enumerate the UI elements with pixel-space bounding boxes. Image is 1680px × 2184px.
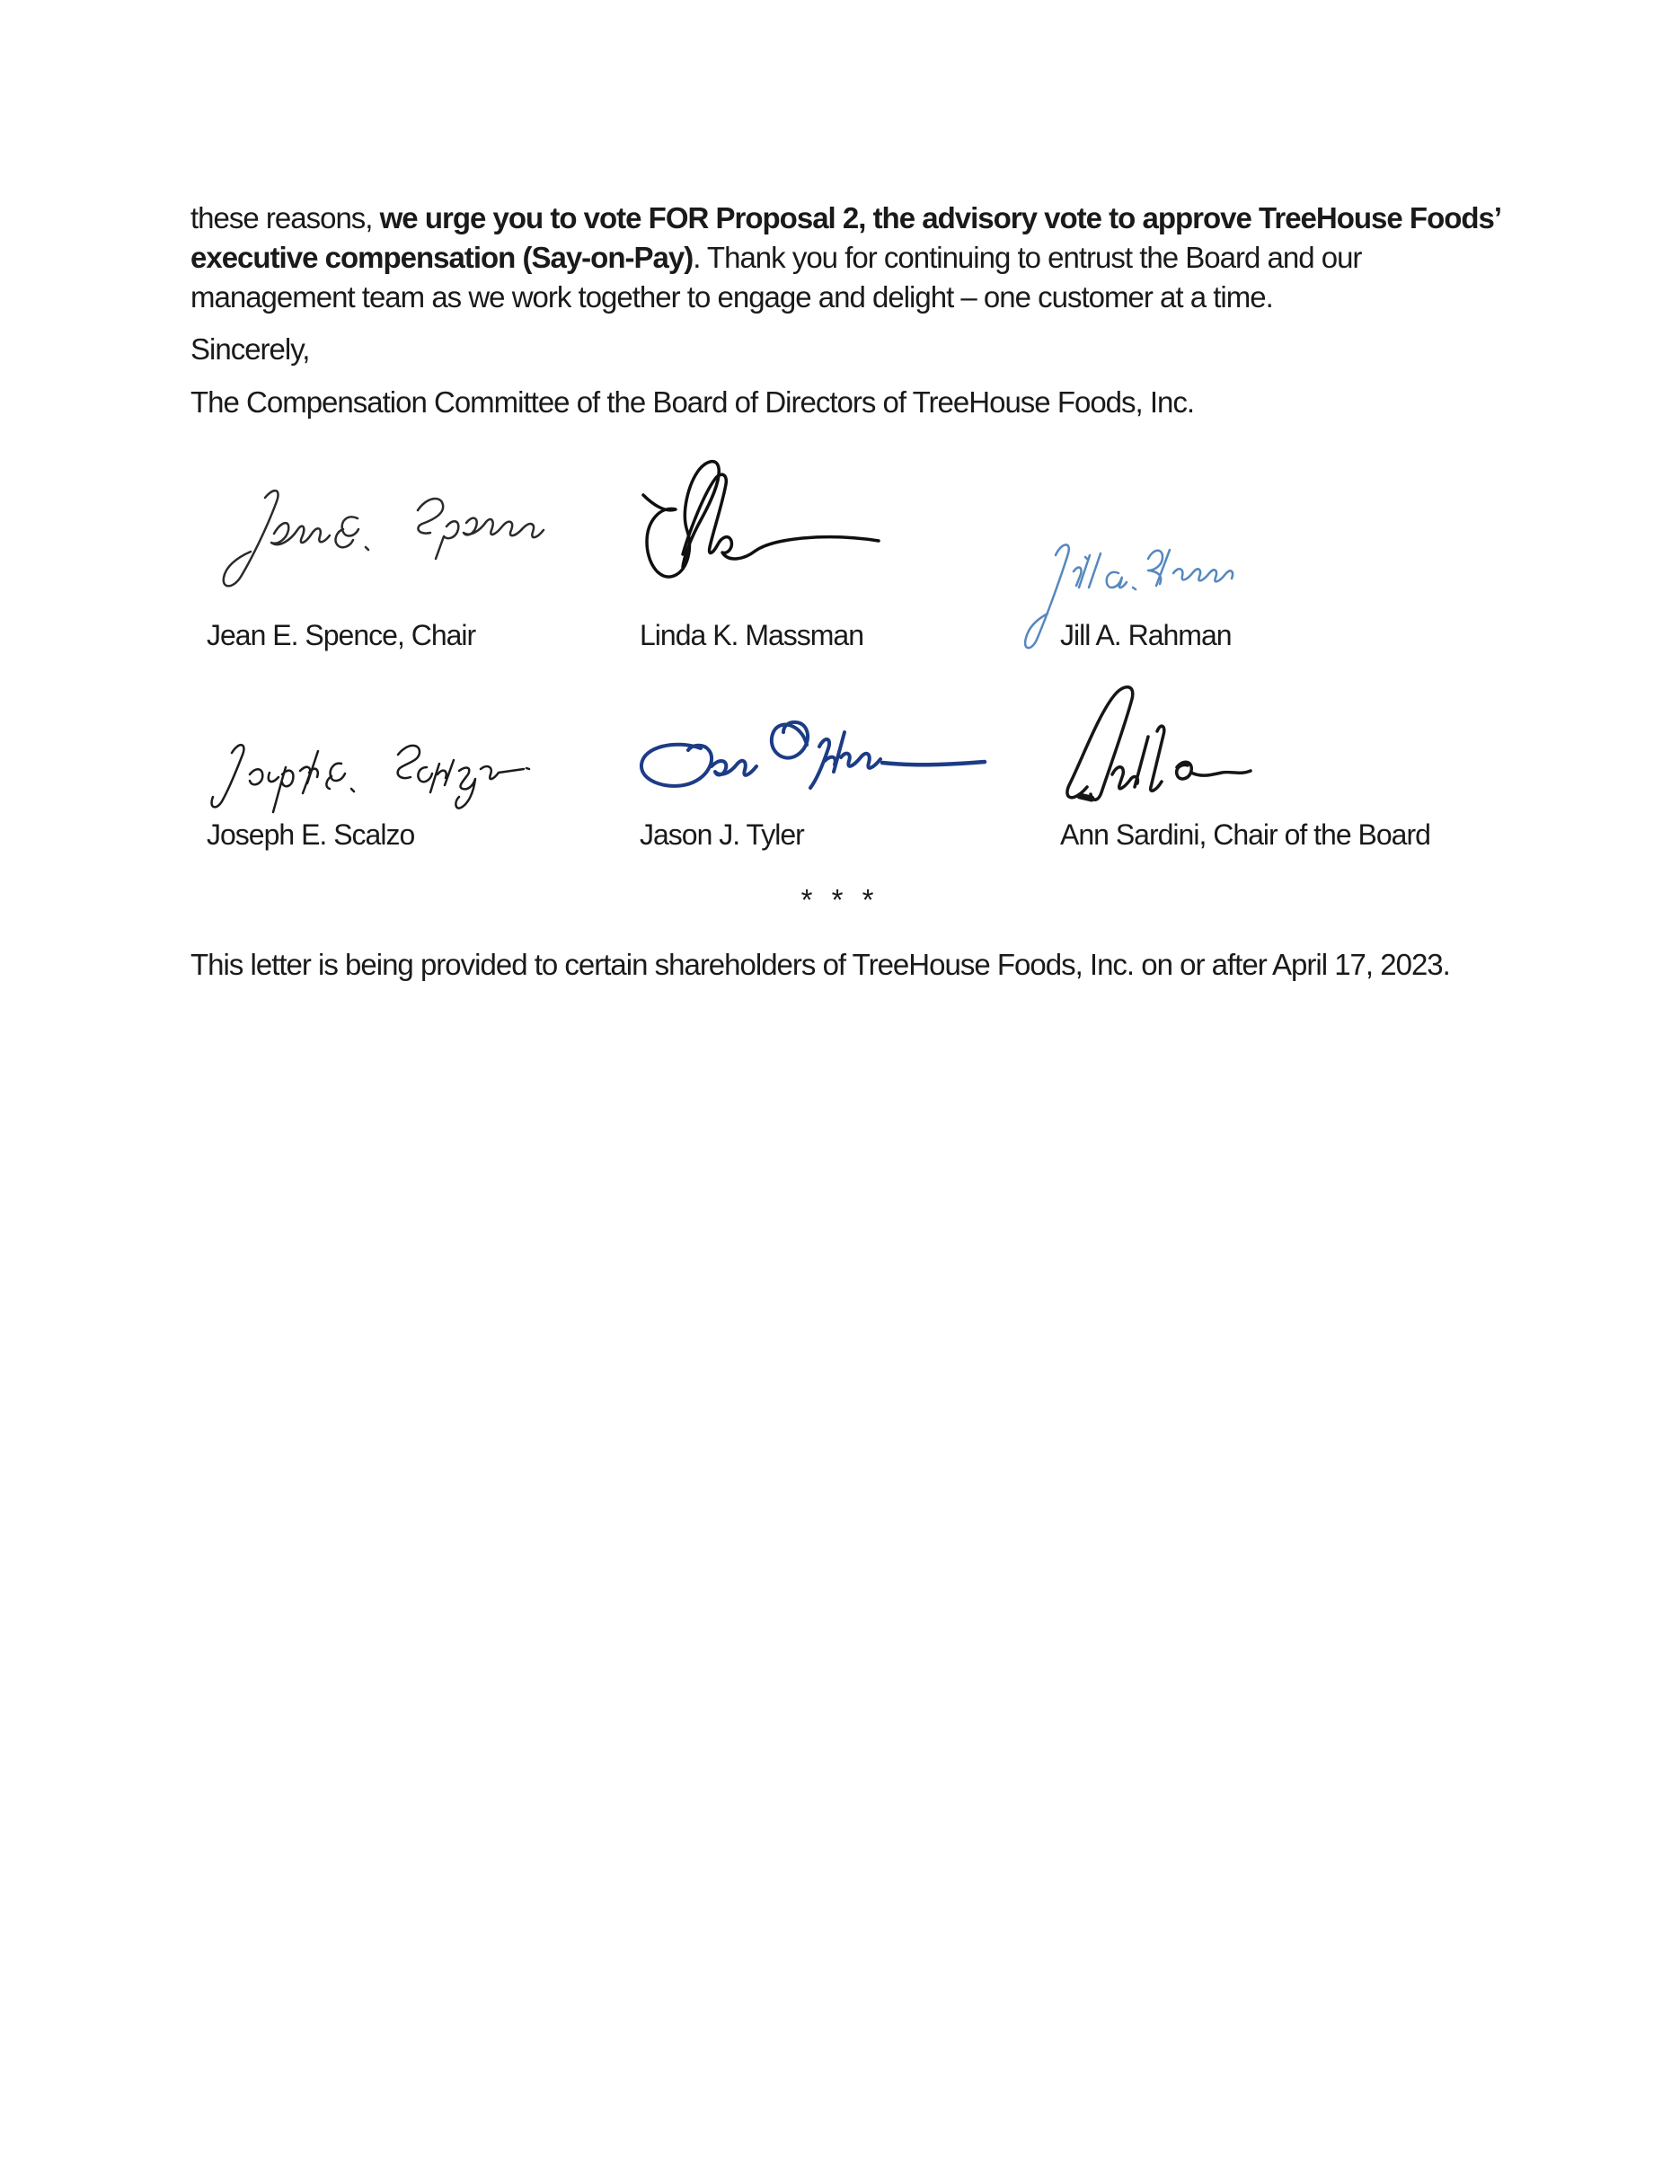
joseph-scalzo-signature [205,726,533,825]
linda-massman-signature [629,454,889,597]
linda-massman-signature-icon [629,454,889,597]
signer-name-jill-rahman: Jill A. Rahman [1060,619,1232,651]
closing-paragraph [190,199,1501,317]
paragraph-bold-text: we urge you to vote FOR Proposal 2, the advisory vote to approve TreeHouse Foods’ [379,201,1502,234]
jean-spence-signature-icon [211,478,548,595]
jean-spence-signature [211,478,548,595]
section-separator: * * * [800,883,874,916]
paragraph-text: these reasons, [190,201,380,234]
paragraph-line-1 [190,199,1501,238]
paragraph-line-2 [190,238,1501,278]
ann-sardini-signature [1058,681,1283,818]
signer-name-jason-tyler: Jason J. Tyler [640,818,804,851]
paragraph-line-3: management team as we work together to engage and delight – one customer at a time. [190,280,1273,314]
paragraph-text: . Thank you for continuing to entrust the Board and our [693,241,1362,274]
committee-line: The Compensation Committee of the Board of Directors of TreeHouse Foods, Inc. [190,385,1195,419]
signer-name-jean-spence: Jean E. Spence, Chair [207,619,476,651]
joseph-scalzo-signature-icon [205,726,533,825]
signer-name-linda-massman: Linda K. Massman [640,619,864,651]
signer-name-ann-sardini: Ann Sardini, Chair of the Board [1060,818,1430,851]
jason-tyler-signature-icon [629,712,993,816]
signer-name-joseph-scalzo: Joseph E. Scalzo [207,818,415,851]
jason-tyler-signature [629,712,993,816]
paragraph-bold-text: executive compensation (Say-on-Pay) [190,241,694,274]
salutation: Sincerely, [190,332,310,366]
footer-line: This letter is being provided to certain shareholders of TreeHouse Foods, Inc. on or after April 17, 2023. [190,948,1450,981]
ann-sardini-signature-icon [1058,681,1283,818]
